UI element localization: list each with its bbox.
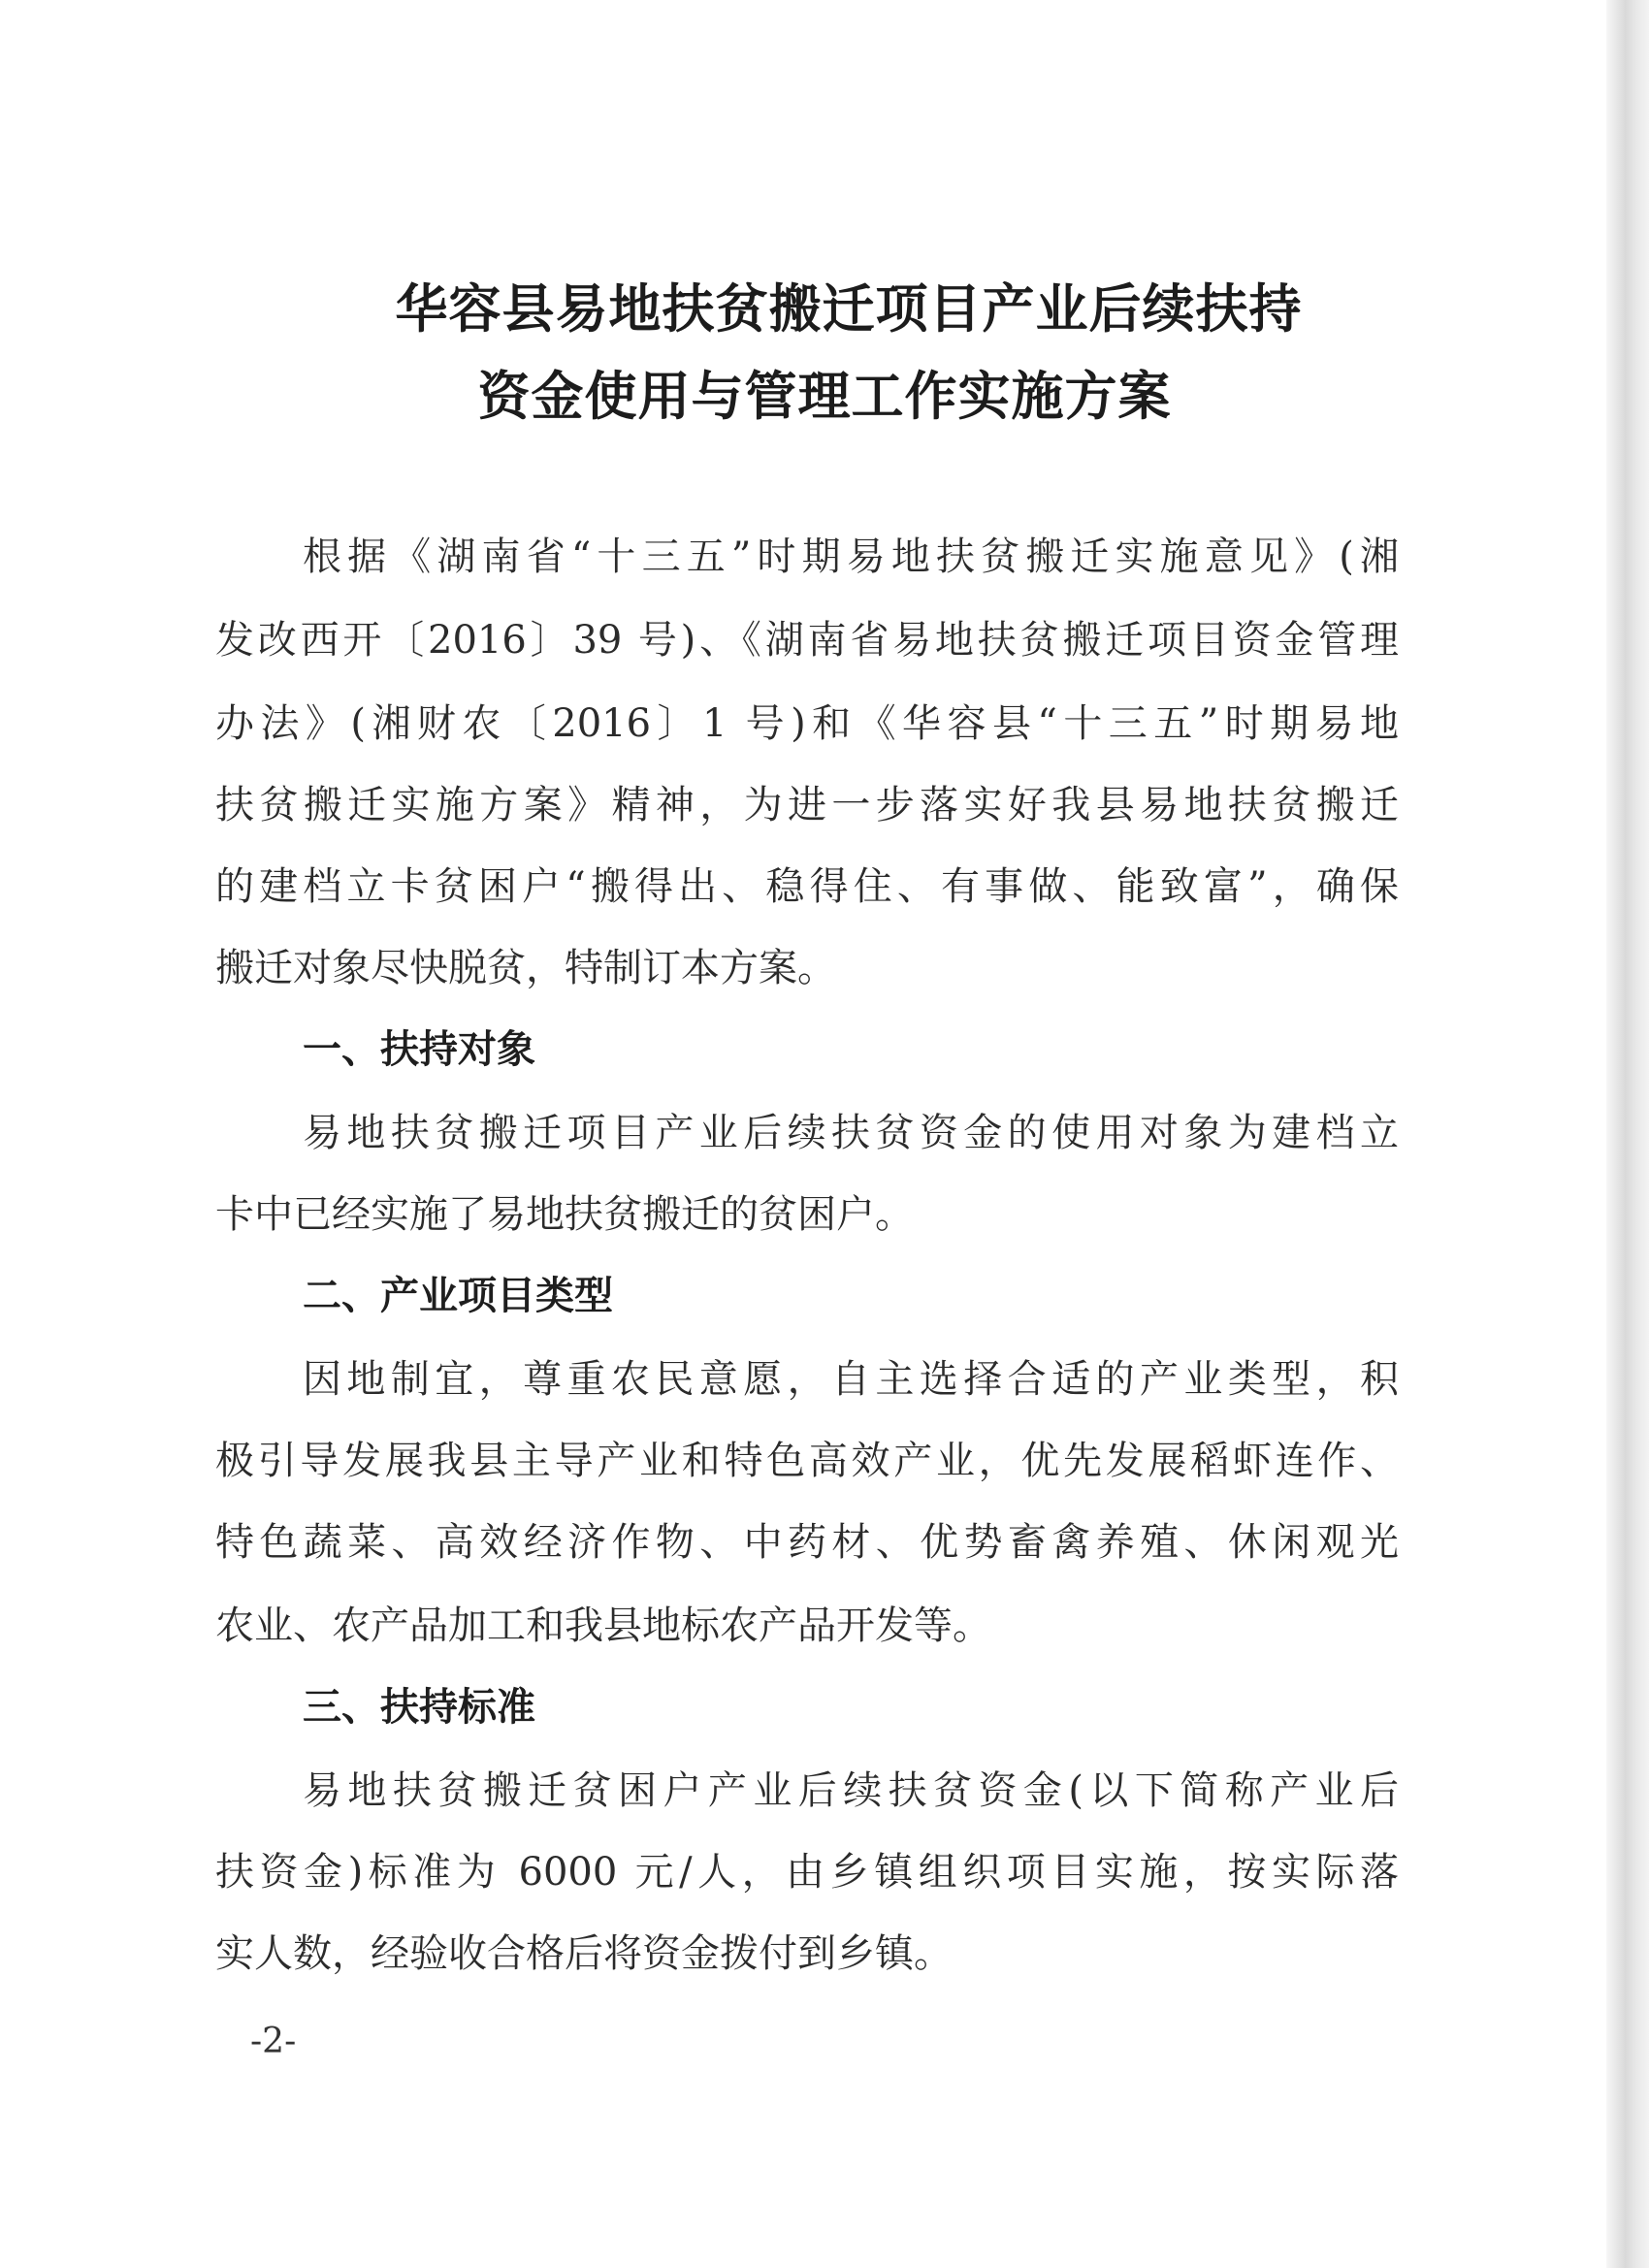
intro-line-4: 扶贫搬迁实施方案》精神，为进一步落实好我县易地扶贫搬迁 — [215, 783, 1399, 827]
intro-line-5: 的建档立卡贫困户“搬得出、稳得住、有事做、能致富”，确保 — [215, 864, 1399, 909]
section-3-line-1: 易地扶贫搬迁贫困户产业后续扶贫资金(以下简称产业后 — [303, 1768, 1399, 1813]
section-2-line-3: 特色蔬菜、高效经济作物、中药材、优势畜禽养殖、休闲观光 — [215, 1520, 1399, 1565]
section-2-heading: 二、产业项目类型 — [303, 1274, 613, 1318]
intro-line-1: 根据《湖南省“十三五”时期易地扶贫搬迁实施意见》(湘 — [303, 535, 1399, 579]
intro-line-3: 办法》(湘财农〔2016〕1 号)和《华容县“十三五”时期易地 — [215, 701, 1399, 746]
section-1-line-1: 易地扶贫搬迁项目产业后续扶贫资金的使用对象为建档立 — [303, 1111, 1399, 1155]
section-2-line-1: 因地制宜，尊重农民意愿，自主选择合适的产业类型，积 — [303, 1357, 1399, 1402]
section-3-line-3: 实人数，经验收合格后将资金拨付到乡镇。 — [215, 1931, 953, 1976]
section-3-heading: 三、扶持标准 — [303, 1685, 535, 1730]
page-number: -2- — [250, 2022, 297, 2061]
document-title-line-1: 华容县易地扶贫搬迁项目产业后续扶持 — [395, 277, 1303, 340]
document-title-line-2: 资金使用与管理工作实施方案 — [477, 365, 1172, 427]
section-3-line-2: 扶资金)标准为 6000 元/人，由乡镇组织项目实施，按实际落 — [215, 1850, 1399, 1895]
section-2-line-2: 极引导发展我县主导产业和特色高效产业，优先发展稻虾连作、 — [215, 1439, 1399, 1483]
intro-line-6: 搬迁对象尽快脱贫，特制订本方案。 — [215, 946, 836, 990]
intro-line-2: 发改西开〔2016〕39 号)、《湖南省易地扶贫搬迁项目资金管理 — [215, 618, 1399, 663]
section-2-line-4: 农业、农产品加工和我县地标农产品开发等。 — [215, 1604, 991, 1648]
section-1-heading: 一、扶持对象 — [303, 1027, 535, 1072]
section-1-line-2: 卡中已经实施了易地扶贫搬迁的贫困户。 — [215, 1192, 914, 1237]
